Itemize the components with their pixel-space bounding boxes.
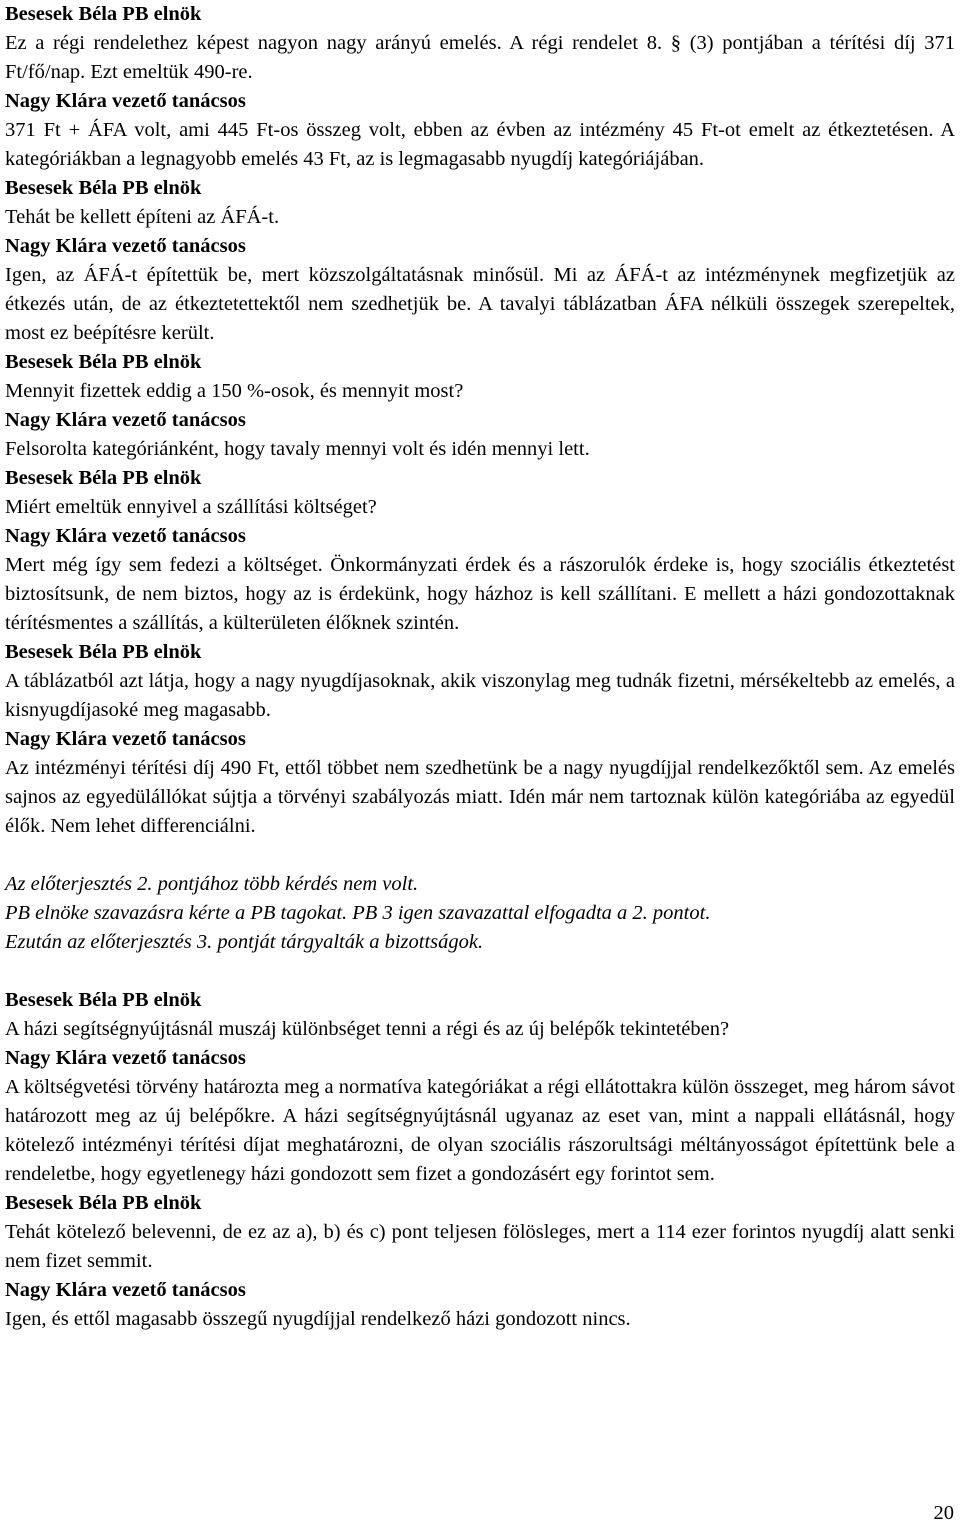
dialogue-block xyxy=(5,1189,955,1276)
dialogue-block xyxy=(5,348,955,406)
speech-text: A költségvetési törvény határozta meg a normatíva kategóriákat a régi ellátottakra külön összeget, meg három sávot határozott meg az új belépőkre. A házi segítségnyújtásnál ugyanaz az eset van, mint a nappali ellátásnál, hogy kötelező intézményi térítési díjat meghatározni, de olyan szociális rászorultsági méltányosságot építettünk bele a rendeletbe, hogy egyetlenegy házi gondozott sem fizet a gondozásért egy forintot sem. xyxy=(5,1076,955,1185)
speech-text: Igen, és ettől magasabb összegű nyugdíjjal rendelkező házi gondozott nincs. xyxy=(5,1308,631,1330)
speaker-name: Besesek Béla PB elnök xyxy=(5,1192,202,1214)
speech-text: Az intézményi térítési díj 490 Ft, ettől többet nem szedhetünk be a nagy nyugdíjjal rendelkezőktől sem. Az emelés sajnos az egyedülállókat sújtja a törvényi szabályozás miatt. Idén már nem tartoznak külön kategóriába az egyedül élők. Nem lehet differenciálni. xyxy=(5,757,955,837)
speaker-name: Nagy Klára vezető tanácsos xyxy=(5,525,246,547)
speaker-name: Nagy Klára vezető tanácsos xyxy=(5,409,246,431)
dialogue-block xyxy=(5,232,955,348)
dialogue-block xyxy=(5,638,955,725)
minutes-note: Az előterjesztés 2. pontjához több kérdés nem volt. xyxy=(5,873,419,895)
dialogue-block xyxy=(5,522,955,638)
speaker-name: Nagy Klára vezető tanácsos xyxy=(5,1279,246,1301)
dialogue-block xyxy=(5,406,955,464)
speaker-name: Nagy Klára vezető tanácsos xyxy=(5,90,246,112)
speech-text: Mert még így sem fedezi a költséget. Önkormányzati érdek és a rászorulók érdeke is, hogy szociális étkeztetést biztosítsunk, de nem biztos, hogy az is érdekünk, hogy házhoz is kell szállítani. E mellett a házi gondozottaknak térítésmentes a szállítás, a külterületen élőknek szintén. xyxy=(5,554,955,634)
speech-text: A táblázatból azt látja, hogy a nagy nyugdíjasoknak, akik viszonylag meg tudnák fizetni, mérsékeltebb az emelés, a kisnyugdíjasoké meg magasabb. xyxy=(5,670,955,721)
spacer xyxy=(5,957,955,986)
speech-text: 371 Ft + ÁFA volt, ami 445 Ft-os összeg volt, ebben az évben az intézmény 45 Ft-ot emelt az étkeztetésen. A kategóriákban a legnagyobb emelés 43 Ft, az is legmagasabb nyugdíj kategóriájában. xyxy=(5,119,955,170)
speaker-name: Nagy Klára vezető tanácsos xyxy=(5,728,246,750)
speech-text: Mennyit fizettek eddig a 150 %-osok, és mennyit most? xyxy=(5,380,464,402)
page-number: 20 xyxy=(933,1502,954,1524)
speech-text: Miért emeltük ennyivel a szállítási költséget? xyxy=(5,496,377,518)
speech-text: Felsorolta kategóriánként, hogy tavaly mennyi volt és idén mennyi lett. xyxy=(5,438,590,460)
speech-text: Tehát be kellett építeni az ÁFÁ-t. xyxy=(5,206,280,228)
speaker-name: Besesek Béla PB elnök xyxy=(5,3,202,25)
dialogue-block xyxy=(5,87,955,174)
speech-text: Tehát kötelező belevenni, de ez az a), b) és c) pont teljesen fölösleges, mert a 114 ezer forintos nyugdíj alatt senki nem fizet semmit. xyxy=(5,1221,955,1272)
speaker-name: Besesek Béla PB elnök xyxy=(5,351,202,373)
speaker-name: Nagy Klára vezető tanácsos xyxy=(5,1047,246,1069)
speech-text: Ez a régi rendelethez képest nagyon nagy arányú emelés. A régi rendelet 8. § (3) pontjában a térítési díj 371 Ft/fő/nap. Ezt emeltük 490-re. xyxy=(5,32,955,83)
speech-text: Igen, az ÁFÁ-t építettük be, mert közszolgáltatásnak minősül. Mi az ÁFÁ-t az intézménynek megfizetjük az étkezés után, de az étkeztetettektől nem szedhetjük be. A tavalyi táblázatban ÁFA nélküli összegek szerepeltek, most ez beépítésre került. xyxy=(5,264,955,344)
speaker-name: Besesek Béla PB elnök xyxy=(5,989,202,1011)
dialogue-block xyxy=(5,725,955,841)
spacer xyxy=(5,841,955,870)
dialogue-block xyxy=(5,464,955,522)
speaker-name: Besesek Béla PB elnök xyxy=(5,641,202,663)
speaker-name: Nagy Klára vezető tanácsos xyxy=(5,235,246,257)
document-body xyxy=(5,0,955,1334)
minutes-note: PB elnöke szavazásra kérte a PB tagokat. PB 3 igen szavazattal elfogadta a 2. pontot. xyxy=(5,902,711,924)
minutes-notes xyxy=(5,870,955,957)
speaker-name: Besesek Béla PB elnök xyxy=(5,467,202,489)
speaker-name: Besesek Béla PB elnök xyxy=(5,177,202,199)
speech-text: A házi segítségnyújtásnál muszáj különbséget tenni a régi és az új belépők tekintetében? xyxy=(5,1018,730,1040)
dialogue-block xyxy=(5,0,955,87)
dialogue-block xyxy=(5,1044,955,1189)
dialogue-block xyxy=(5,986,955,1044)
dialogue-block xyxy=(5,174,955,232)
minutes-note: Ezután az előterjesztés 3. pontját tárgyalták a bizottságok. xyxy=(5,931,484,953)
dialogue-block xyxy=(5,1276,955,1334)
